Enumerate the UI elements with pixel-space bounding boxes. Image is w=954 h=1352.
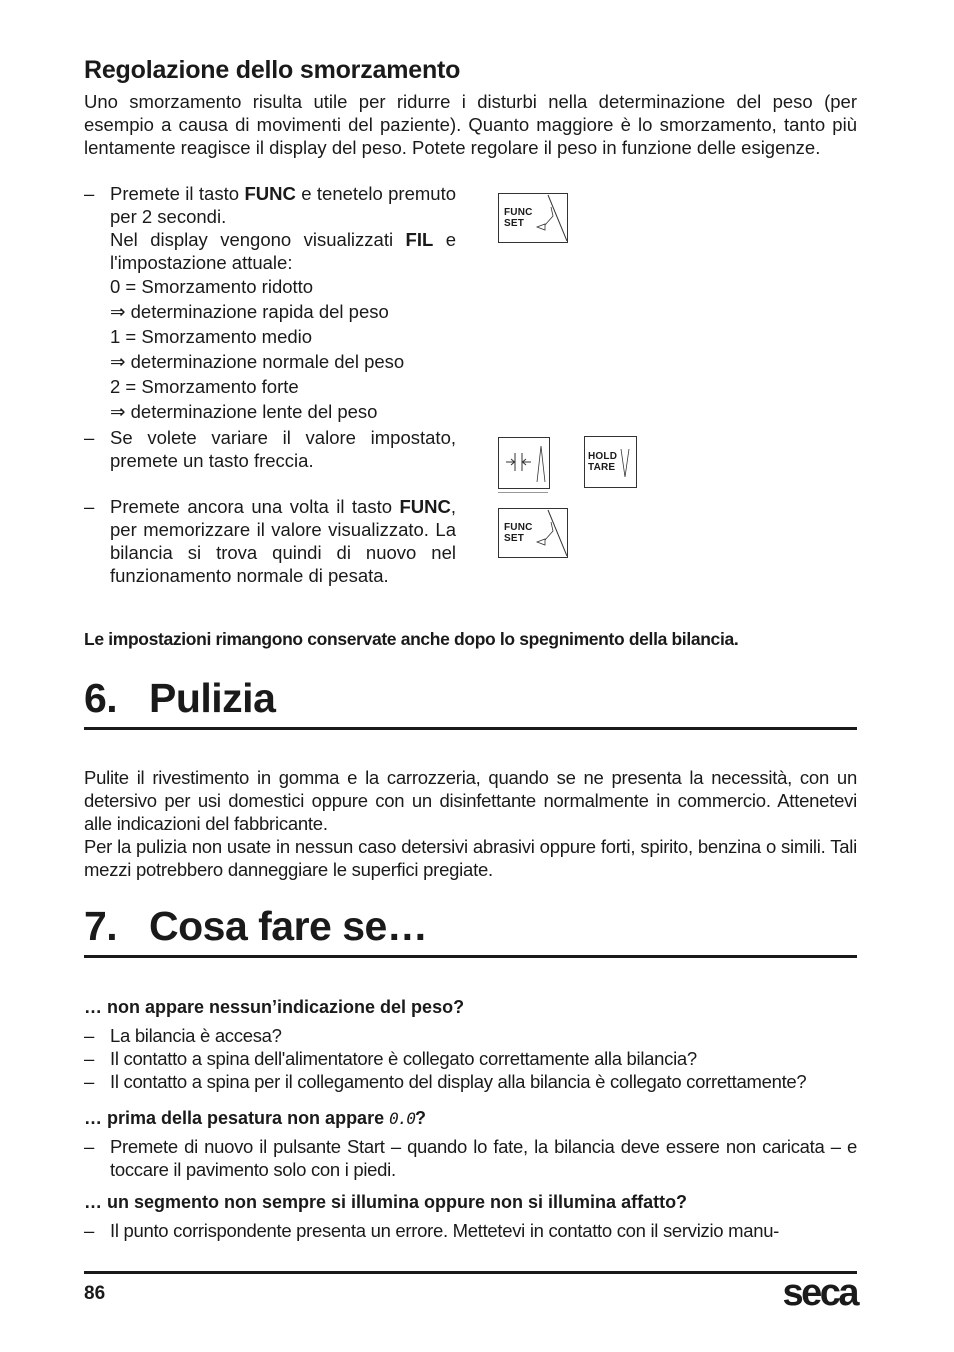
step-item <box>84 426 456 472</box>
heading-rule <box>84 727 857 730</box>
step-text: e l'impostazione attuale: <box>110 229 456 273</box>
list-dash: – <box>84 1220 94 1241</box>
step-text: Premete ancora una volta il tasto <box>110 496 400 517</box>
list-item <box>84 1135 857 1181</box>
step-item <box>84 495 456 587</box>
list-dash: – <box>84 1025 94 1046</box>
list-dash: – <box>84 1048 94 1069</box>
arrow-key-icon <box>498 437 550 489</box>
step-text: Premete il tasto <box>110 183 245 204</box>
cleaning-text <box>84 766 857 881</box>
option-line: ⇒ determinazione lente del peso <box>110 401 378 422</box>
step-text: , per memorizzare il valore visualizzato. La bilancia si trova quindi di nuovo nel funzionamento normale di pesata. <box>110 496 456 586</box>
list-dash: – <box>84 1136 94 1157</box>
list-dash: – <box>84 1071 94 1092</box>
chapter-number: 7. <box>84 903 118 949</box>
list-dash: – <box>84 183 95 204</box>
list-item <box>84 1070 857 1093</box>
question-text: ? <box>415 1108 426 1128</box>
key-label: SET <box>504 218 525 229</box>
list-item <box>84 1024 857 1047</box>
seca-logo: seca <box>782 1272 857 1314</box>
option-line: 0 = Smorzamento ridotto <box>110 276 314 297</box>
page-number: 86 <box>84 1283 106 1304</box>
intro-paragraph: Uno smorzamento risulta utile per ridurre i disturbi nella determinazione del peso (per esempio a causa di movimenti del paziente). Quanto maggiore è lo smorzamento, tanto più lentamente reagisce il display del peso. Potete regolare il peso in funzione delle esigenze. <box>84 91 857 158</box>
question-heading <box>84 1108 426 1129</box>
paragraph: Per la pulizia non usate in nessun caso detersivi abrasivi oppure forti, spirito, benzina o simili. Tali mezzi potrebbero danneggiare le superfici pregiate. <box>84 836 857 880</box>
question-text: … prima della pesatura non appare <box>84 1108 390 1128</box>
manual-page <box>84 0 857 1352</box>
chapter-heading <box>84 903 427 950</box>
item-text: Il punto corrispondente presenta un errore. Mettetevi in contatto con il servizio manu- <box>110 1220 780 1241</box>
step-text: Nel display vengono visualizzati <box>110 229 406 250</box>
paragraph: Pulite il rivestimento in gomma e la carrozzeria, quando se ne presenta la necessità, con un detersivo per usi domestici oppure con un disinfettante normalmente in commercio. Attenetevi alle indicazioni del fabbricante. <box>84 767 857 834</box>
key-label: TARE <box>588 462 616 473</box>
fil-code: FIL <box>405 229 434 250</box>
key-label: FUNC <box>504 207 533 218</box>
option-line: 1 = Smorzamento medio <box>110 326 313 347</box>
heading-rule <box>84 955 857 958</box>
answer-list <box>84 1024 857 1093</box>
chapter-heading <box>84 675 275 722</box>
key-label: FUNC <box>504 522 533 533</box>
step-item <box>84 182 456 424</box>
chapter-number: 6. <box>84 675 118 721</box>
steps-list <box>84 182 456 587</box>
hold-tare-key-icon <box>584 436 637 488</box>
chapter-title: Pulizia <box>149 675 276 721</box>
step-text: Se volete variare il valore impostato, premete un tasto freccia. <box>110 427 456 471</box>
answer-list <box>84 1135 857 1181</box>
lcd-reading: 0.0 <box>389 1109 415 1128</box>
option-line: ⇒ determinazione normale del peso <box>110 351 405 372</box>
question-heading: … un segmento non sempre si illumina oppure non si illumina affatto? <box>84 1192 688 1212</box>
footer-rule <box>84 1271 857 1274</box>
answer-list <box>84 1219 857 1242</box>
section-heading: Regolazione dello smorzamento <box>84 56 461 84</box>
func-set-key-icon <box>498 508 568 558</box>
key-separator <box>498 492 548 493</box>
option-line: ⇒ determinazione rapida del peso <box>110 301 389 322</box>
chapter-title: Cosa fare se… <box>149 903 428 949</box>
item-text: Premete di nuovo il pulsante Start – quando lo fate, la bilancia deve essere non caricata – e toccare il pavimento solo con i piedi. <box>110 1136 857 1180</box>
key-label: SET <box>504 533 525 544</box>
func-key-name: FUNC <box>244 183 296 204</box>
step-text: e tenetelo premuto per 2 secondi. <box>110 183 456 227</box>
option-line: 2 = Smorzamento forte <box>110 376 299 397</box>
func-key-name: FUNC <box>399 496 451 517</box>
list-item <box>84 1047 857 1070</box>
item-text: Il contatto a spina dell'alimentatore è collegato correttamente alla bilancia? <box>110 1048 697 1069</box>
func-set-key-icon <box>498 193 568 243</box>
list-dash: – <box>84 496 95 517</box>
question-heading: … non appare nessun’indicazione del peso? <box>84 997 465 1017</box>
list-dash: – <box>84 427 95 448</box>
item-text: La bilancia è accesa? <box>110 1025 282 1046</box>
item-text: Il contatto a spina per il collegamento del display alla bilancia è collegato correttamente? <box>110 1071 807 1092</box>
list-item <box>84 1219 857 1242</box>
bold-note: Le impostazioni rimangono conservate anche dopo lo spegnimento della bilancia. <box>84 629 739 649</box>
key-label: HOLD <box>588 451 618 462</box>
